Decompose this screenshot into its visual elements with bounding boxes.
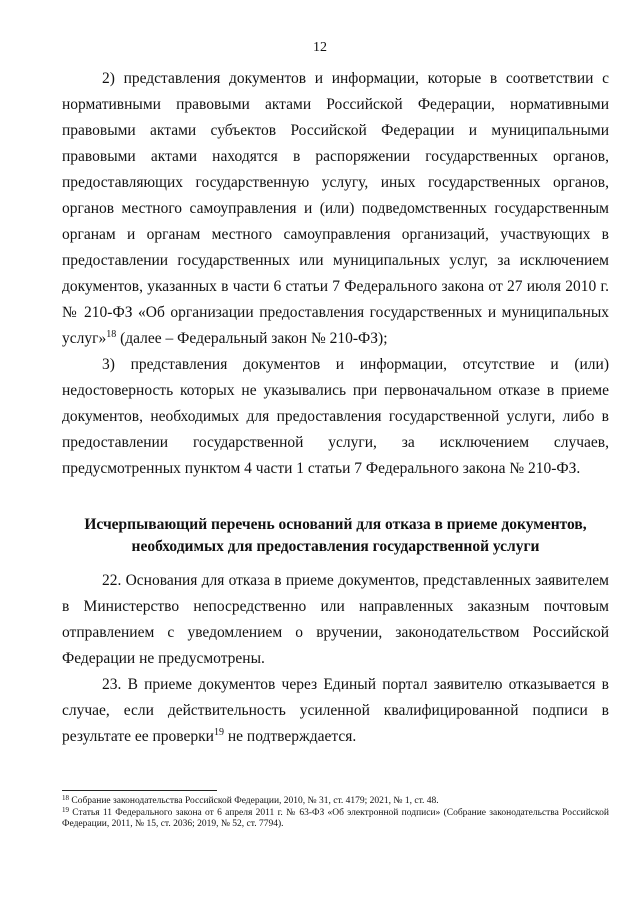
section-heading [62,514,609,558]
paragraph-22: 22. Основания для отказа в приеме документов, представленных заявителем в Министерство непосредственно или направленных заказным почтовым отправлением с уведомлением о вручении, законодательством Российской Федерации не предусмотрены. [62,572,609,667]
paragraph-item-3: 3) представления документов и информации, отсутствие и (или) недостоверность которых не указывались при первоначальном отказе в приеме документов, необходимых для предоставления государственной услуги, либо в предоставлении государственной услуги, за исключением случаев, предусмотренных пунктом 4 части 1 статьи 7 Федерального закона № 210-ФЗ. [62,356,609,477]
refusal-grounds [62,568,609,750]
paragraph-23-text: 23. В приеме документов через Единый портал заявителю отказывается в случае, если действительность усиленной квалифицированной подписи в результате ее проверки [62,676,609,745]
footnote-18 [62,796,609,808]
footnotes [62,796,609,831]
paragraph-23 [62,672,609,750]
footnote-mark-19: 19 [62,805,69,814]
footnote-ref-19: 19 [213,727,224,738]
paragraph-item-2 [62,66,609,352]
grounds-list [62,66,609,482]
paragraph-item-2-tail: (далее – Федеральный закон № 210-ФЗ); [116,330,388,347]
page-number: 12 [313,40,327,55]
section-heading-line-1: Исчерпывающий перечень оснований для отказа в приеме документов, [84,516,587,533]
footnote-divider [62,790,217,791]
footnote-mark-18: 18 [62,794,69,802]
paragraph-23-tail: не подтверждается. [223,728,357,745]
footnote-ref-18: 18 [106,329,117,340]
footnote-19 [62,805,609,831]
paragraph-item-2-text: 2) представления документов и информации, которые в соответствии с нормативными правовыми актами Российской Федерации, нормативными правовыми актами субъектов Российской Федерации и муниципальными правовыми актами находятся в распоряжении государственных органов, предоставляющих государственную услугу, иных государственных органов, органов местного самоуправления и (или) подведомственных государственным органам и органам местного самоуправления организаций, участвующих в предоставлении государственных или муниципальных услуг, за исключением документов, указанных в части 6 статьи 7 Федерального закона от 27 июля 2010 г. № 210-ФЗ «Об организации предоставления государственных и муниципальных услуг» [62,70,609,347]
footnote-18-text: Собрание законодательства Российской Федерации, 2010, № 31, ст. 4179; 2021, № 1, ст. 48. [69,796,439,806]
footnote-19-text: Статья 11 Федерального закона от 6 апреля 2011 г. № 63-ФЗ «Об электронной подписи» (Собрание законодательства Российской Федерации, 2011, № 15, ст. 2036; 2019, № 52, ст. 7794). [62,807,609,829]
section-heading-line-2: необходимых для предоставления государственной услуги [131,538,540,555]
